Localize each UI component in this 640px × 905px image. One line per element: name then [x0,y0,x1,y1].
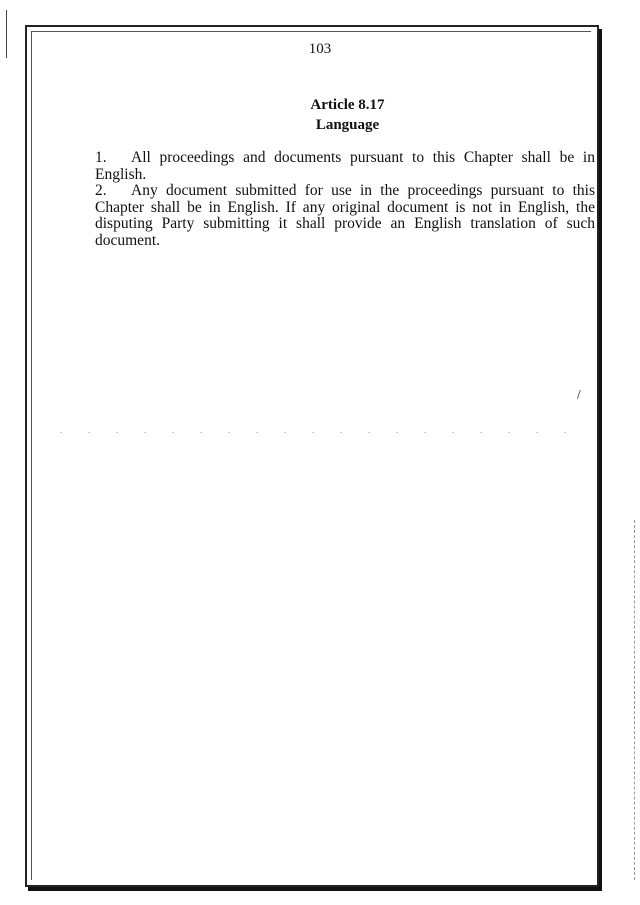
article-title: Article 8.17 [310,97,385,113]
scan-artifact-mark: / [577,388,581,401]
paragraph-text: Any document submitted for use in the proceedings pursuant to this Chapter shall be in English. If any original document is not in English, the disputing Party submitting it shall provide an English translation of such document. [95,182,595,249]
scan-speckle-line [60,432,580,433]
paragraph-1 [95,150,595,183]
scan-margin-line-right [634,520,636,880]
paragraph-text: All proceedings and documents pursuant to this Chapter shall be in English. [95,149,595,183]
article-body [95,150,595,250]
article-heading [250,95,445,135]
paragraph-number: 1. [95,149,107,166]
article-subtitle: Language [315,117,380,133]
paragraph-2 [95,183,595,249]
page-number: 103 [308,41,332,57]
paragraph-number: 2. [95,182,107,200]
